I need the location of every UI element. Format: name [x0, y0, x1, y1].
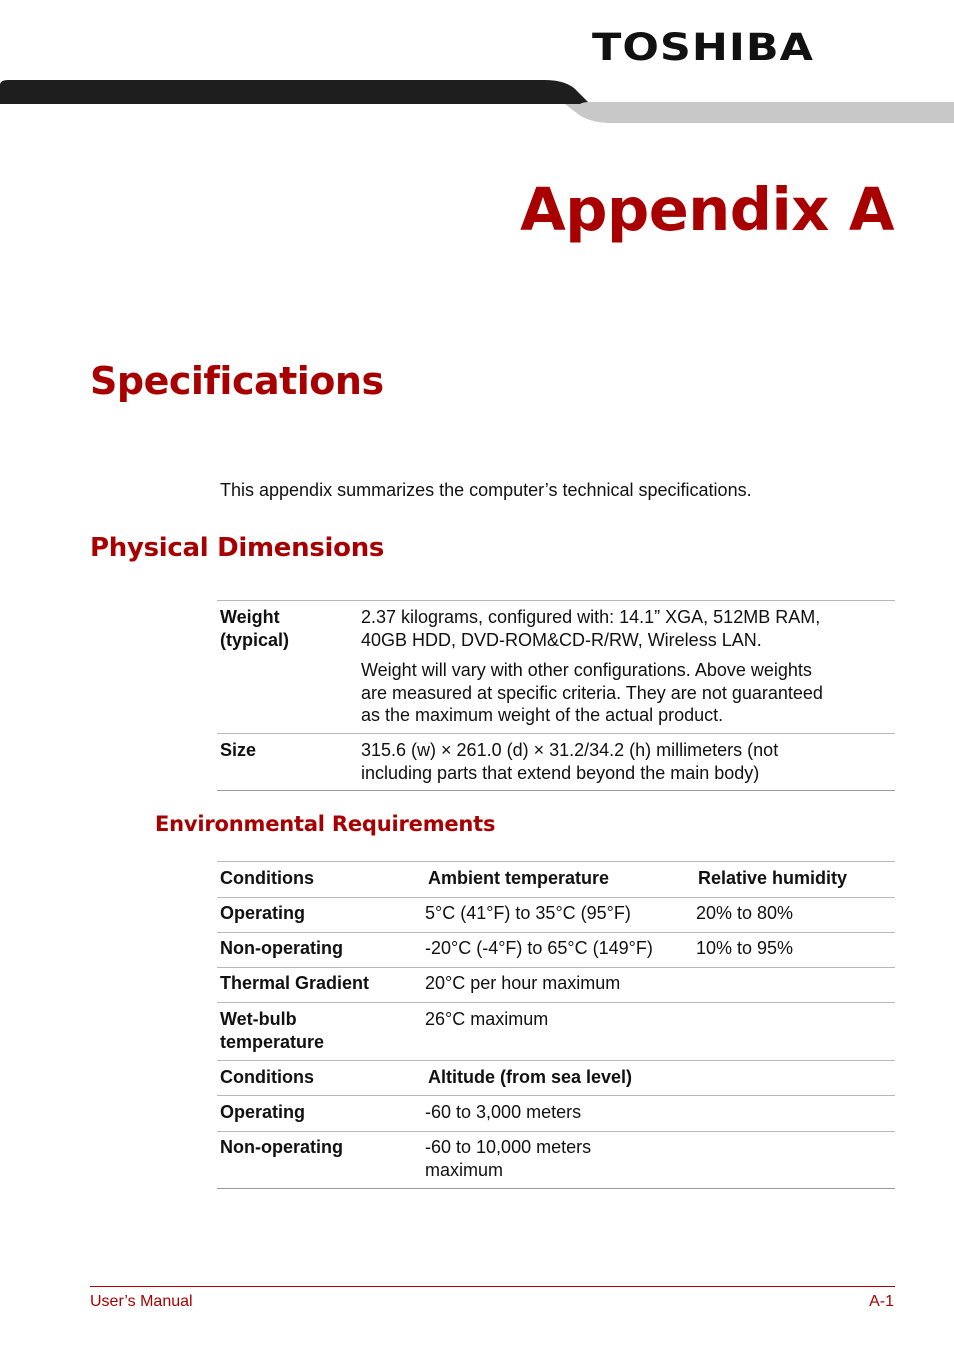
header-band-dark	[0, 80, 590, 104]
text-line: are measured at specific criteria. They are not guaranteed	[361, 682, 823, 703]
table-rule	[217, 1095, 895, 1096]
text-line: maximum	[425, 1159, 504, 1180]
humidity-cell	[696, 937, 793, 960]
condition-cell	[220, 902, 305, 925]
text-line: Wet-bulb	[220, 1009, 297, 1029]
condition-cell	[220, 1101, 305, 1124]
text-line: Operating	[220, 1102, 306, 1122]
altitude-cell	[425, 1101, 581, 1124]
text-line: 20°C per hour maximum	[425, 973, 621, 993]
temperature-cell	[425, 937, 653, 960]
text-line: -60 to 3,000 meters	[425, 1102, 582, 1122]
size-label	[220, 739, 256, 762]
condition-cell	[220, 1136, 343, 1159]
footer-manual-title: User’s Manual	[90, 1293, 193, 1310]
table-rule	[217, 897, 895, 898]
text-line: including parts that extend beyond the main body)	[361, 762, 760, 783]
footer-rule	[90, 1286, 895, 1287]
size-label-line: Size	[220, 740, 257, 760]
temperature-cell	[425, 902, 631, 925]
table-rule	[217, 600, 895, 601]
weight-value	[361, 606, 823, 727]
section-title: Specifications	[90, 359, 384, 403]
altitude-cell	[425, 1136, 591, 1181]
table-rule	[217, 790, 895, 791]
text-line: Non-operating	[220, 938, 343, 958]
size-value	[361, 739, 778, 784]
toshiba-logo: TOSHIBA	[592, 26, 814, 70]
weight-config-paragraph	[361, 606, 823, 651]
weight-label-line: Weight	[220, 607, 280, 627]
text-line: as the maximum weight of the actual product.	[361, 705, 724, 725]
text-line: 40GB HDD, DVD-ROM&CD-R/RW, Wireless LAN.	[361, 629, 762, 650]
table-rule	[217, 1188, 895, 1189]
weight-note-paragraph	[361, 659, 823, 727]
condition-cell	[220, 1008, 324, 1053]
text-line: 5°C (41°F) to 35°C (95°F)	[425, 903, 631, 923]
column-header: Altitude (from sea level)	[428, 1067, 633, 1087]
chapter-title: Appendix A	[520, 175, 894, 244]
weight-label-line: (typical)	[220, 629, 290, 650]
text-line: 2.37 kilograms, configured with: 14.1” XGA, 512MB RAM,	[361, 607, 821, 627]
text-line: -60 to 10,000 meters	[425, 1137, 592, 1157]
table-rule	[217, 861, 895, 862]
text-line: 10% to 95%	[696, 938, 794, 958]
text-line: 26°C maximum	[425, 1009, 549, 1029]
humidity-cell	[696, 902, 793, 925]
temperature-cell	[425, 1008, 548, 1031]
column-header: Conditions	[220, 868, 314, 888]
column-header: Relative humidity	[698, 868, 848, 888]
table-rule	[217, 932, 895, 933]
header-band	[0, 80, 954, 125]
page-number: A-1	[869, 1293, 894, 1310]
physical-dimensions-heading: Physical Dimensions	[90, 533, 385, 563]
condition-cell	[220, 937, 343, 960]
weight-label	[220, 606, 289, 651]
intro-paragraph: This appendix summarizes the computer’s technical specifications.	[220, 480, 752, 500]
table-rule	[217, 1002, 895, 1003]
text-line: Weight will vary with other configurations. Above weights	[361, 660, 812, 680]
table-rule	[217, 967, 895, 968]
table-rule	[217, 1060, 895, 1061]
header-band-light	[565, 102, 954, 123]
column-header: Ambient temperature	[428, 868, 610, 888]
text-line: Operating	[220, 903, 306, 923]
column-header: Conditions	[220, 1067, 314, 1087]
temperature-cell	[425, 972, 620, 995]
text-line: 315.6 (w) × 261.0 (d) × 31.2/34.2 (h) millimeters (not	[361, 740, 779, 760]
text-line: temperature	[220, 1031, 325, 1052]
text-line: Non-operating	[220, 1137, 343, 1157]
text-line: -20°C (-4°F) to 65°C (149°F)	[425, 938, 653, 958]
environmental-requirements-heading: Environmental Requirements	[155, 812, 496, 836]
table-rule	[217, 1131, 895, 1132]
condition-cell	[220, 972, 369, 995]
table-rule	[217, 733, 895, 734]
text-line: 20% to 80%	[696, 903, 794, 923]
text-line: Thermal Gradient	[220, 973, 370, 993]
